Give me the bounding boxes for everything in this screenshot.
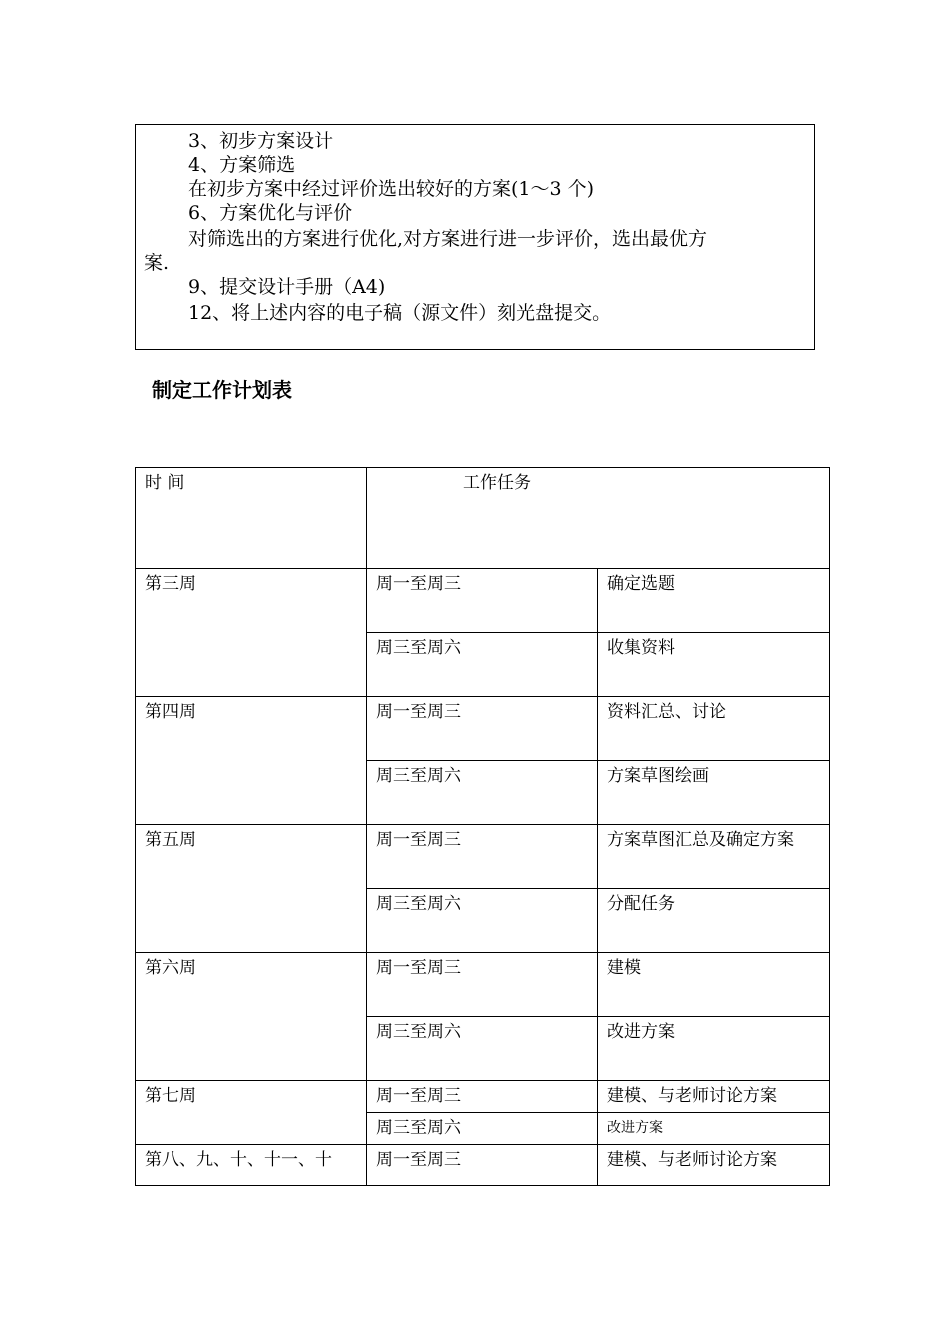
period-cell: 周一至周三 <box>367 825 598 889</box>
task-cell: 方案草图汇总及确定方案 <box>598 825 830 889</box>
task-cell: 确定选题 <box>598 569 830 633</box>
table-row <box>136 1145 830 1186</box>
header-task: 工作任务 <box>367 468 830 569</box>
req-line: 案. <box>144 252 170 274</box>
task-cell: 改进方案 <box>598 1113 830 1145</box>
table-row <box>136 569 830 633</box>
task-cell: 方案草图绘画 <box>598 761 830 825</box>
table-row <box>136 1081 830 1113</box>
req-line: 4、方案筛选 <box>188 154 296 176</box>
work-plan-table <box>135 467 830 1186</box>
requirements-box <box>135 124 815 350</box>
task-cell: 资料汇总、讨论 <box>598 697 830 761</box>
table-row <box>136 953 830 1017</box>
table-row <box>136 697 830 761</box>
task-cell: 收集资料 <box>598 633 830 697</box>
req-line: 6、方案优化与评价 <box>188 202 353 224</box>
period-cell: 周一至周三 <box>367 569 598 633</box>
req-line: 在初步方案中经过评价选出较好的方案(1～3 个) <box>188 178 595 200</box>
week-cell: 第五周 <box>136 825 367 953</box>
period-cell: 周一至周三 <box>367 953 598 1017</box>
task-cell: 分配任务 <box>598 889 830 953</box>
period-cell: 周一至周三 <box>367 1145 598 1186</box>
req-line: 3、初步方案设计 <box>188 130 334 152</box>
week-cell: 第四周 <box>136 697 367 825</box>
period-cell: 周三至周六 <box>367 1017 598 1081</box>
period-cell: 周三至周六 <box>367 761 598 825</box>
period-cell: 周一至周三 <box>367 697 598 761</box>
section-title: 制定工作计划表 <box>152 378 292 402</box>
period-cell: 周一至周三 <box>367 1081 598 1113</box>
header-time: 时 间 <box>136 468 367 569</box>
week-cell: 第七周 <box>136 1081 367 1145</box>
period-cell: 周三至周六 <box>367 889 598 953</box>
week-cell: 第八、九、十、十一、十 <box>136 1145 367 1186</box>
req-line: 对筛选出的方案进行优化,对方案进行进一步评价，选出最优方 <box>188 228 708 250</box>
week-cell: 第六周 <box>136 953 367 1081</box>
table-header-row <box>136 468 830 569</box>
task-cell: 改进方案 <box>598 1017 830 1081</box>
task-cell: 建模、与老师讨论方案 <box>598 1145 830 1186</box>
week-cell: 第三周 <box>136 569 367 697</box>
req-line: 12、将上述内容的电子稿（源文件）刻光盘提交。 <box>188 302 612 324</box>
period-cell: 周三至周六 <box>367 1113 598 1145</box>
req-line: 9、提交设计手册（A4) <box>188 276 386 298</box>
period-cell: 周三至周六 <box>367 633 598 697</box>
table-row <box>136 825 830 889</box>
task-cell: 建模 <box>598 953 830 1017</box>
task-cell: 建模、与老师讨论方案 <box>598 1081 830 1113</box>
